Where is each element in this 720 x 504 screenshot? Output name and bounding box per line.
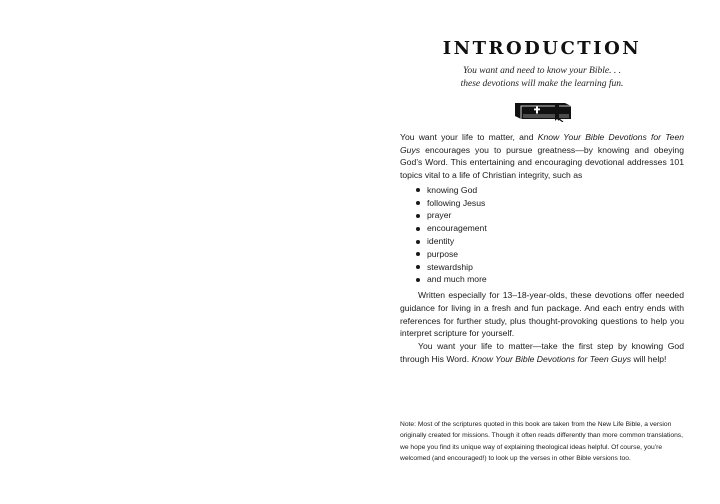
- subtitle-line-1: You want and need to know your Bible. . .: [463, 66, 621, 76]
- closing-text-a: You want your life to matter—take the first step by knowing God through His Word.: [400, 341, 684, 364]
- intro-body: [400, 131, 684, 365]
- topics-list: [400, 184, 684, 286]
- topic-item: following Jesus: [400, 197, 684, 210]
- topic-item: knowing God: [400, 184, 684, 197]
- topic-item: purpose: [400, 248, 684, 261]
- topic-item: prayer: [400, 209, 684, 222]
- paragraph-audience: Written especially for 13–18-year-olds, these devotions offer needed guidance for living in a fresh and fun package. And each entry ends with references for further study, plus thought-provoking questions to help you interpret scripture for yourself.: [400, 290, 684, 339]
- topic-item: stewardship: [400, 261, 684, 274]
- book-title-italic: Know Your Bible Devotions for Teen Guys: [400, 132, 685, 155]
- closing-book-title-italic: Know Your Bible Devotions for Teen Guys: [471, 353, 632, 364]
- bible-book-icon: [511, 100, 575, 122]
- page-title: [400, 38, 684, 59]
- intro-paragraph: [400, 131, 684, 182]
- subtitle: [400, 65, 684, 91]
- closing-text-b: will help!: [631, 353, 667, 364]
- topic-item: identity: [400, 235, 684, 248]
- topic-item: encouragement: [400, 222, 684, 235]
- subtitle-line-2: these devotions will make the learning fun.: [460, 79, 624, 89]
- intro-text-a: You want your life to matter, and: [400, 132, 538, 142]
- paragraph-closing: [400, 340, 684, 365]
- topic-item: and much more: [400, 273, 684, 286]
- title-text: INTRODUCTION: [442, 38, 642, 59]
- intro-text-b: encourages you to pursue greatness—by knowing and obeying God’s Word. This entertaining and encouraging devotional addresses 101 topics vital to a life of Christian integrity, such as: [400, 144, 684, 181]
- translation-note: Note: Most of the scriptures quoted in this book are taken from the New Life Bible, a version originally created for missions. Though it often reads differently than more common translations, we hope you find its unique way of explaining theological ideas helpful. Of course, you’re welcomed (and encouraged!) to look up the verses in other Bible versions too.: [400, 421, 683, 462]
